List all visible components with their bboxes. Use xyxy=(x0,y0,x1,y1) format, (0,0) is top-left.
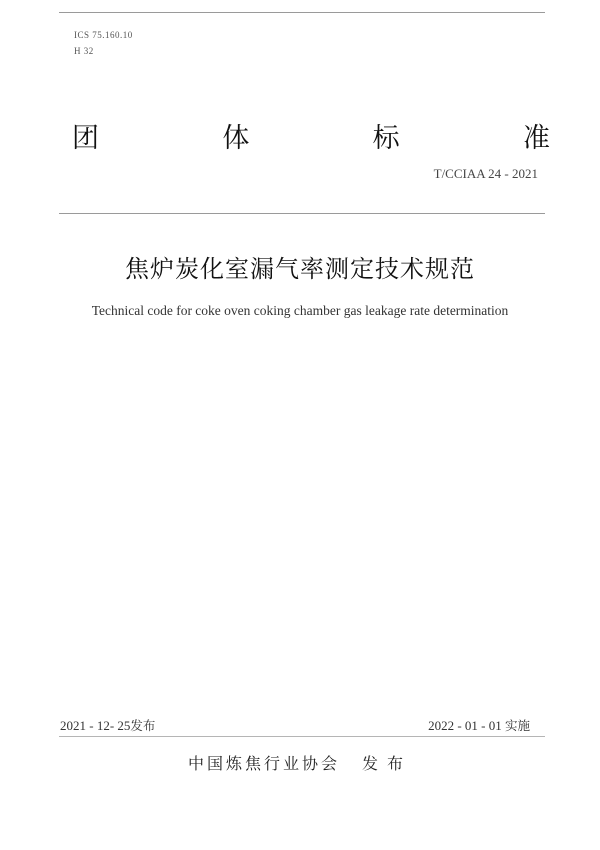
header-divider xyxy=(59,213,545,214)
ics-code: ICS 75.160.10 xyxy=(74,30,133,40)
standard-number: T/CCIAA 24 - 2021 xyxy=(433,166,538,181)
issue-label: 发布 xyxy=(130,718,156,733)
heading-char-1: 团 xyxy=(72,123,99,154)
title-chinese: 焦炉炭化室漏气率测定技术规范 xyxy=(125,255,475,283)
issue-date-value: 2021 - 12- 25 xyxy=(60,718,131,733)
publish-verb: 发布 xyxy=(362,754,413,773)
top-rule xyxy=(59,12,545,13)
heading-char-2: 体 xyxy=(222,123,250,154)
implementation-label: 实施 xyxy=(504,718,530,733)
publisher-name: 中国炼焦行业协会 xyxy=(187,754,340,773)
heading-char-4: 准 xyxy=(522,123,550,154)
implementation-date-value: 2022 - 01 - 01 xyxy=(428,718,502,733)
implementation-date xyxy=(428,716,530,734)
heading-char-3: 标 xyxy=(372,123,400,154)
footer-divider xyxy=(59,736,545,737)
ccs-code: H 32 xyxy=(74,46,94,56)
title-english: Technical code for coke oven coking chamber gas leakage rate determination xyxy=(91,303,509,318)
publisher-line xyxy=(0,751,600,774)
standard-type-heading xyxy=(72,116,550,155)
issue-date xyxy=(60,716,155,734)
